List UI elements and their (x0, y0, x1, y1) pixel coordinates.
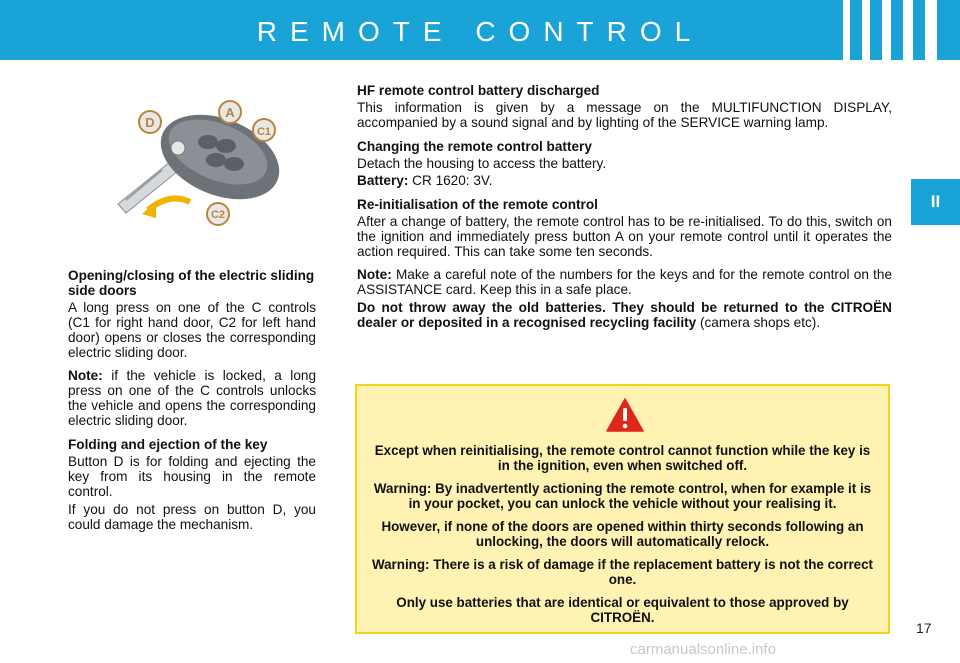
warning-line: Warning: There is a risk of damage if the replacement battery is not the correct one. (371, 557, 874, 587)
paragraph: Detach the housing to access the battery. (357, 156, 607, 171)
header-stripe (843, 0, 850, 60)
recycling-paragraph (357, 300, 892, 330)
section-heading: Changing the remote control battery (357, 139, 592, 154)
battery-spec (357, 173, 892, 188)
label-C1: C1 (256, 126, 272, 138)
warning-box (355, 384, 890, 634)
paragraph: This information is given by a message on the MULTIFUNCTION DISPLAY, accompanied by a sound signal and by lighting of the SERVICE warning lamp. (357, 100, 892, 130)
recycling-bold-text: Do not throw away the old batteries. They should be returned to the CITROËN dealer or deposited in a recognised recycling facility (357, 300, 892, 330)
header-stripe (862, 0, 870, 60)
note-text: Make a careful note of the numbers for the keys and for the remote control on the ASSISTANCE card. Keep this in a safe place. (357, 267, 893, 297)
header-stripe (903, 0, 913, 60)
note-paragraph (68, 368, 316, 428)
section-reinitialisation (357, 197, 892, 330)
paragraph: Button D is for folding and ejecting the key from its housing in the remote control. (68, 454, 316, 499)
section-sliding-doors (68, 268, 316, 428)
battery-label: Battery: (357, 173, 409, 188)
paragraph: A long press on one of the C controls (C1 for right hand door, C2 for left hand door) opens or closes the corresponding electric sliding door. (68, 300, 316, 360)
page-title: REMOTE CONTROL (256, 16, 704, 47)
paragraph: If you do not press on button D, you could damage the mechanism. (68, 502, 316, 532)
remote-key-illustration (100, 92, 300, 242)
section-heading: Re-initialisation of the remote control (357, 197, 598, 212)
recycling-tail-text: (camera shops etc). (699, 315, 821, 330)
page-header (0, 0, 960, 60)
note-text: if the vehicle is locked, a long press on one of the C controls unlocks the vehicle and opens the corresponding electric sliding door. (68, 368, 316, 428)
paragraph: After a change of battery, the remote control has to be re-initialised. To do this, switch on the ignition and immediately press button A on your remote control until it operates the action required. This can take some ten seconds. (357, 214, 892, 259)
header-stripe (882, 0, 891, 60)
chapter-tab: II (911, 179, 960, 225)
label-C2: C2 (210, 209, 226, 221)
note-paragraph (357, 267, 892, 297)
battery-value: CR 1620: 3V. (412, 173, 493, 188)
warning-line: Only use batteries that are identical or equivalent to those approved by CITROËN. (396, 595, 849, 625)
label-A: A (225, 105, 235, 120)
label-D: D (145, 115, 155, 130)
warning-triangle-icon (606, 398, 644, 432)
note-label: Note: (68, 368, 103, 383)
note-label: Note: (357, 267, 392, 282)
page-number: 17 (916, 620, 932, 636)
section-key-folding (68, 437, 316, 532)
warning-line: However, if none of the doors are opened within thirty seconds following an unlocking, the doors will automatically relock. (381, 519, 864, 549)
watermark: carmanualsonline.info (630, 641, 776, 658)
section-heading: Opening/closing of the electric sliding side doors (68, 268, 315, 298)
left-column (68, 268, 316, 541)
section-battery-discharged (357, 83, 892, 130)
header-stripe (925, 0, 937, 60)
section-changing-battery (357, 139, 892, 188)
section-heading: HF remote control battery discharged (357, 83, 600, 98)
section-heading: Folding and ejection of the key (68, 437, 268, 452)
warning-line: Warning: By inadvertently actioning the remote control, when for example it is in your pocket, you can unlock the vehicle without your realising it. (373, 481, 872, 511)
warning-text (367, 444, 878, 634)
warning-line: Except when reinitialising, the remote control cannot function while the key is in the ignition, even when switched off. (374, 443, 871, 473)
right-column (357, 83, 892, 339)
